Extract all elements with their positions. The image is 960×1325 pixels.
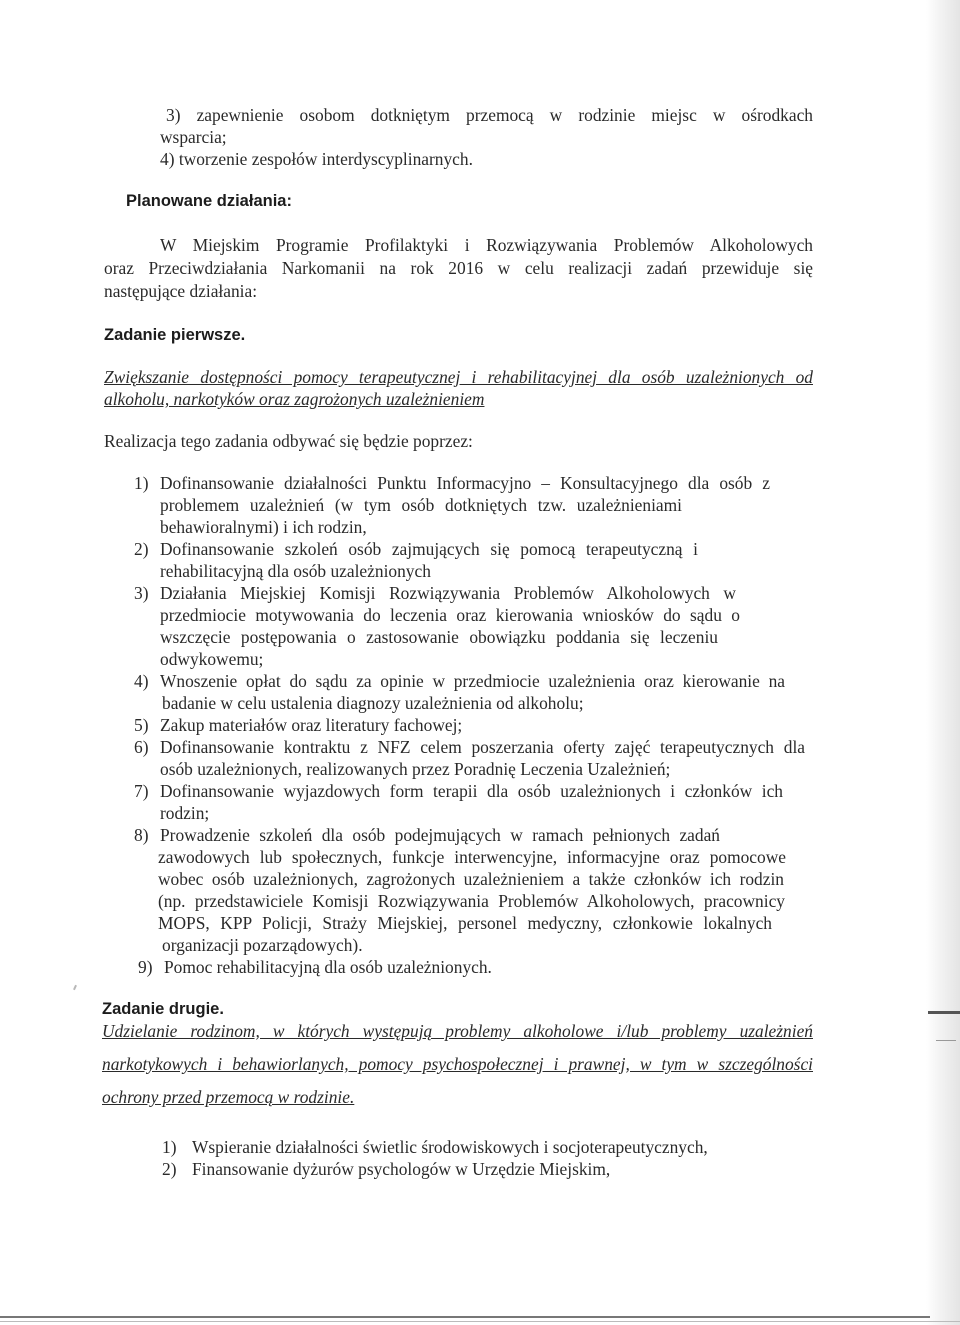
task1-item-8-line-5: MOPS, KPP Policji, Straży Miejskiej, personel medyczny, członkowie lokalnych [158, 913, 772, 933]
task1-item-7-number: 7) [134, 781, 149, 801]
task1-item-8-line-6: organizacji pozarządowych). [162, 935, 363, 955]
planned-paragraph-line-2: oraz Przeciwdziałania Narkomanii na rok 2016 w celu realizacji zadań przewiduje się [104, 258, 813, 278]
task1-item-2-number: 2) [134, 539, 149, 559]
intro-item-3-line-1: 3) zapewnienie osobom dotkniętym przemocą w rodzinie miejsc w ośrodkach [166, 105, 813, 125]
scan-bottom-line [0, 1321, 960, 1322]
task1-item-4-line-1: Wnoszenie opłat do sądu za opinie w przedmiocie uzależnienia oraz kierowanie na [160, 671, 785, 691]
task1-item-5-line-1: Zakup materiałów oraz literatury fachowej; [160, 715, 463, 735]
task2-title-line-3: ochrony przed przemocą w rodzinie. [102, 1087, 355, 1107]
task1-item-9-line-1: Pomoc rehabilitacyjną dla osób uzależnionych. [164, 957, 492, 977]
task1-item-6-line-1: Dofinansowanie kontraktu z NFZ celem poszerzania oferty zajęć terapeutycznych dla [160, 737, 805, 757]
task2-item-2-text: Finansowanie dyżurów psychologów w Urzędzie Miejskim, [192, 1159, 611, 1179]
task1-title-line-2: alkoholu, narkotyków oraz zagrożonych uzależnieniem [104, 389, 485, 409]
task1-item-8-line-2: zawodowych lub społecznych, funkcje interwencyjne, informacyjne oraz pomocowe [158, 847, 786, 867]
planned-paragraph-line-3: następujące działania: [104, 281, 258, 301]
task2-heading: Zadanie drugie. [102, 1000, 224, 1018]
task1-item-7-line-1: Dofinansowanie wyjazdowych form terapii dla osób uzależnionych i członków ich [160, 781, 783, 801]
scan-artifact-line [928, 1011, 960, 1014]
task2-item-1-number: 1) [162, 1137, 177, 1157]
task1-item-7-line-2: rodzin; [160, 803, 210, 823]
intro-item-3-line-2: wsparcia; [160, 127, 227, 147]
intro-item-4: 4) tworzenie zespołów interdyscyplinarnych. [160, 149, 473, 169]
task2-title-line-1: Udzielanie rodzinom, w których występują problemy alkoholowe i/lub problemy uzależnień [102, 1021, 813, 1041]
task1-item-3-line-3: wszczęcie postępowania o zastosowanie obowiązku poddania się leczeniu [160, 627, 718, 647]
task1-intro: Realizacja tego zadania odbywać się będzie poprzez: [104, 431, 473, 451]
task1-item-6-number: 6) [134, 737, 149, 757]
task1-item-3-line-1: Działania Miejskiej Komisji Rozwiązywania Problemów Alkoholowych w [160, 583, 736, 603]
task1-item-8-line-1: Prowadzenie szkoleń dla osób podejmujących w ramach pełnionych zadań [160, 825, 720, 845]
task1-item-6-line-2: osób uzależnionych, realizowanych przez Poradnię Leczenia Uzależnień; [160, 759, 671, 779]
scan-shadow-edge [926, 0, 960, 1325]
task1-item-3-line-4: odwykowemu; [160, 649, 264, 669]
planned-heading: Planowane działania: [126, 192, 292, 210]
task2-item-2-number: 2) [162, 1159, 177, 1179]
task1-item-9-number: 9) [138, 957, 153, 977]
task2-item-1-text: Wspieranie działalności świetlic środowiskowych i socjoterapeutycznych, [192, 1137, 708, 1157]
task1-item-5-number: 5) [134, 715, 149, 735]
scan-bottom-line [0, 1316, 930, 1318]
scan-speck [73, 985, 77, 990]
task1-item-3-number: 3) [134, 583, 149, 603]
task1-item-1-number: 1) [134, 473, 149, 493]
task1-item-4-number: 4) [134, 671, 149, 691]
task1-item-1-line-1: Dofinansowanie działalności Punktu Informacyjno – Konsultacyjnego dla osób z [160, 473, 770, 493]
task1-item-1-line-3: behawioralnymi) i ich rodzin, [160, 517, 367, 537]
task1-item-8-line-3: wobec osób uzależnionych, zagrożonych uzależnieniem a także członków ich rodzin [158, 869, 784, 889]
task1-item-2-line-2: rehabilitacyjną dla osób uzależnionych [160, 561, 431, 581]
task2-title-line-2: narkotykowych i behawiorlanych, pomocy psychospołecznej i prawnej, w tym w szczególności [102, 1054, 813, 1074]
task1-item-8-line-4: (np. przedstawiciele Komisji Rozwiązywania Problemów Alkoholowych, pracownicy [158, 891, 785, 911]
planned-paragraph-line-1: W Miejskim Programie Profilaktyki i Rozwiązywania Problemów Alkoholowych [160, 235, 813, 255]
task1-item-2-line-1: Dofinansowanie szkoleń osób zajmujących się pomocą terapeutyczną i [160, 539, 698, 559]
task1-title-line-1: Zwiększanie dostępności pomocy terapeutycznej i rehabilitacyjnej dla osób uzależnionych od [104, 367, 813, 387]
task1-item-1-line-2: problemem uzależnień (w tym osób dotkniętych tzw. uzależnieniami [160, 495, 682, 515]
task1-heading: Zadanie pierwsze. [104, 326, 246, 344]
task1-item-8-number: 8) [134, 825, 149, 845]
task1-item-3-line-2: przedmiocie motywowania do leczenia oraz kierowania wniosków do sądu o [160, 605, 740, 625]
task1-item-4-line-2: badanie w celu ustalenia diagnozy uzależnienia od alkoholu; [162, 693, 584, 713]
scan-artifact-line [936, 1040, 956, 1041]
